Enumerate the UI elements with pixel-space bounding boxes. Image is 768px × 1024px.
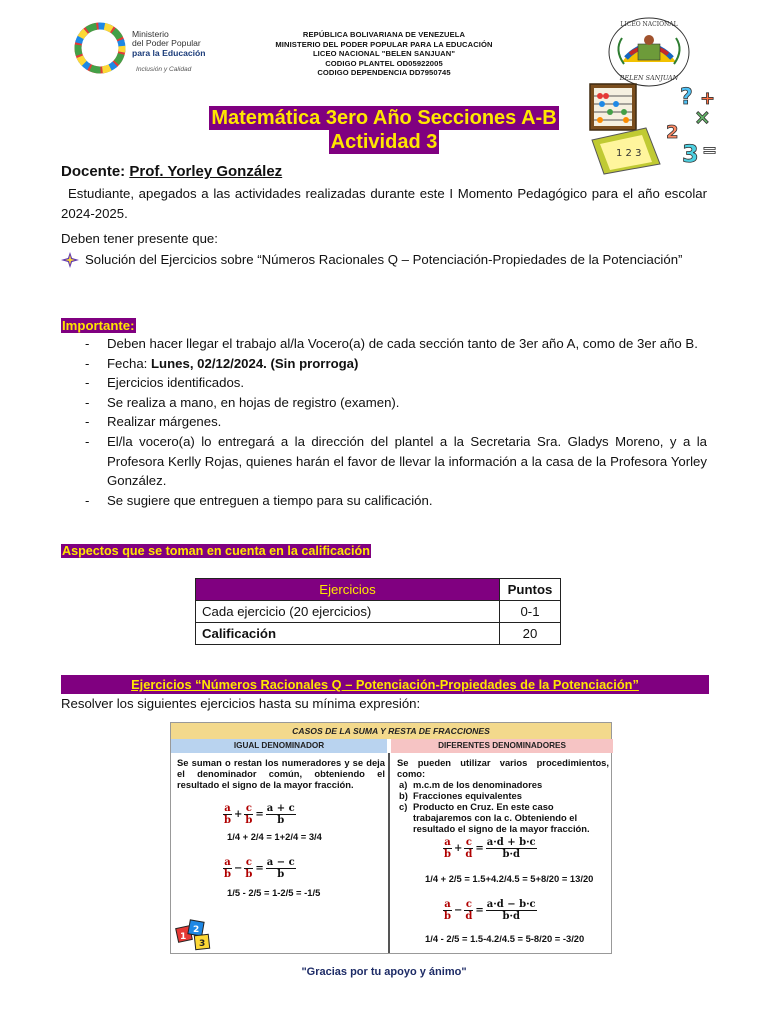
header-puntos: Puntos xyxy=(500,579,561,601)
cell-puntos: 0-1 xyxy=(500,601,561,623)
svg-text:=: = xyxy=(702,140,718,161)
school-seal xyxy=(604,14,694,90)
list-item: - Deben hacer llegar el trabajo al/la Vocero(a) de cada sección tanto de 3er año A, como de 3er año B. xyxy=(61,334,707,354)
ejercicios-heading: Ejercicios “Números Racionales Q – Potenciación-Propiedades de la Potenciación” xyxy=(61,675,709,694)
ministry-logo xyxy=(74,22,214,78)
seal-top-text: LICEO NACIONAL xyxy=(620,21,678,28)
list-item-fecha xyxy=(61,354,707,374)
panel-divider xyxy=(388,753,390,953)
table-row xyxy=(196,623,561,645)
requirements-list xyxy=(61,334,707,510)
title-line-2: Actividad 3 xyxy=(330,131,438,153)
fecha-value: Lunes, 02/12/2024. (Sin prorroga) xyxy=(151,355,359,371)
svg-text:×: × xyxy=(694,105,711,129)
teacher-line xyxy=(61,162,707,182)
resolver-text: Resolver los siguientes ejercicios hasta su mínima expresión: xyxy=(61,696,421,711)
same-denominator-text: Se suman o restan los numeradores y se deja el denominador común, obteniendo el resultado el signo de la mayor fracción. xyxy=(177,757,385,790)
bullet-item xyxy=(61,250,707,270)
header-line-5: CODIGO DEPENDENCIA DD7950745 xyxy=(317,68,451,78)
same-denominator-heading: IGUAL DENOMINADOR xyxy=(171,739,387,753)
importante-label xyxy=(61,316,707,336)
procedure-item: b) Fracciones equivalentes xyxy=(399,790,522,801)
header-ejercicios: Ejercicios xyxy=(196,579,500,601)
example-sub-same: 1/5 - 2/5 = 1-2/5 = -1/5 xyxy=(227,887,321,898)
seal-bottom-text: BELEN SANJUAN xyxy=(619,74,679,82)
svg-text:3: 3 xyxy=(682,140,699,168)
formula-sum-same: $\frac{a}{b}$ + $\frac{c}{b}$ = $\frac{a + c}{b}$ xyxy=(224,803,295,826)
teacher-name: Prof. Yorley González xyxy=(129,163,283,180)
teacher-label: Docente: xyxy=(61,163,126,180)
fecha-label: Fecha: xyxy=(107,355,148,371)
example-sub-different: 1/4 - 2/5 = 1.5-4.2/4.5 = 5-8/20 = -3/20 xyxy=(425,933,585,944)
header-line-2: MINISTERIO DEL PODER POPULAR PARA LA EDUCACIÓN xyxy=(275,39,493,49)
list-item: - Realizar márgenes. xyxy=(61,412,707,432)
svg-text:2: 2 xyxy=(666,122,679,143)
formula-sum-different: $\frac{a}{b}$ + $\frac{c}{d}$ = $\frac{a\cdot d + b\cdot c}{b\cdot d}$ xyxy=(444,837,536,860)
procedure-item: a) m.c.m de los denominadores xyxy=(399,779,543,790)
cell-ejercicio: Cada ejercicio (20 ejercicios) xyxy=(196,601,500,623)
fractions-title: CASOS DE LA SUMA Y RESTA DE FRACCIONES xyxy=(171,723,611,739)
sparkle-bullet-icon xyxy=(61,252,79,268)
example-sum-different: 1/4 + 2/5 = 1.5+4.2/4.5 = 5+8/20 = 13/20 xyxy=(425,873,594,884)
institution-header xyxy=(250,30,518,78)
cell-total: 20 xyxy=(500,623,561,645)
procedures-list xyxy=(397,779,609,834)
list-item: - Ejercicios identificados. xyxy=(61,373,707,393)
example-sum-same: 1/4 + 2/4 = 1+2/4 = 3/4 xyxy=(227,831,322,842)
school-seal-icon xyxy=(604,14,694,90)
svg-text:?: ? xyxy=(680,85,693,110)
fractions-reference-image xyxy=(170,722,612,954)
closing-message: "Gracias por tu apoyo y ánimo" xyxy=(301,966,467,978)
deben-text: Deben tener presente que: xyxy=(61,231,218,246)
ministry-tagline: Inclusión y Calidad xyxy=(136,66,192,73)
table-row xyxy=(196,601,561,623)
cell-calificacion: Calificación xyxy=(196,623,500,645)
svg-text:3: 3 xyxy=(199,939,206,949)
svg-text:1 2 3: 1 2 3 xyxy=(616,148,642,159)
numbers-cube-icon xyxy=(173,919,217,953)
svg-text:1: 1 xyxy=(180,932,187,942)
procedure-item: c) Producto en Cruz. En este caso trabajaremos con la c. Obteniendo el resultado el signo de la mayor fracción. xyxy=(399,801,590,834)
header-line-4: CODIGO PLANTEL OD05922005 xyxy=(325,58,443,68)
formula-sub-different: $\frac{a}{b}$ − $\frac{c}{d}$ = $\frac{a\cdot d - b\cdot c}{b\cdot d}$ xyxy=(444,899,536,922)
svg-text:+: + xyxy=(700,88,716,109)
ministry-logo-text: Ministerio del Poder Popular para la Educación xyxy=(132,29,206,58)
aspectos-highlight: Aspectos que se toman en cuenta en la calificación xyxy=(62,544,370,558)
table-header-row xyxy=(196,579,561,601)
title-line-1: Matemática 3ero Año Secciones A-B xyxy=(211,107,557,129)
different-denominator-heading: DIFERENTES DENOMINADORES xyxy=(391,739,613,753)
svg-text:2: 2 xyxy=(193,925,200,935)
grading-table xyxy=(195,578,561,645)
activity-title xyxy=(198,106,570,154)
list-item: - Se sugiere que entreguen a tiempo para su calificación. xyxy=(61,491,707,511)
different-denominator-text: Se pueden utilizar varios procedimientos, como: xyxy=(397,757,609,779)
aspectos-heading xyxy=(61,541,707,561)
intro-paragraph: Estudiante, apegados a las actividades realizadas durante este I Momento Pedagógico para el año escolar 2024-2025. xyxy=(61,186,707,221)
importante-highlight: Importante: xyxy=(62,318,135,333)
list-item: - Se realiza a mano, en hojas de registro (examen). xyxy=(61,393,707,413)
header-line-3: LICEO NACIONAL "BELEN SANJUAN" xyxy=(312,49,456,59)
ministry-logo-icon xyxy=(74,22,126,74)
header-line-1: REPÚBLICA BOLIVARIANA DE VENEZUELA xyxy=(302,30,466,39)
formula-sub-same: $\frac{a}{b}$ − $\frac{c}{b}$ = $\frac{a - c}{b}$ xyxy=(224,857,295,880)
list-item: - El/la vocero(a) lo entregará a la dirección del plantel a la Secretaria Sra. Gladys Moreno, y a la Profesora Kerlly Rojas, quienes harán el favor de llevar la información a la casa de la Profesora Yorley González. xyxy=(61,432,707,491)
bullet-text: Solución del Ejercicios sobre “Números Racionales Q – Potenciación-Propiedades de la Potenciación” xyxy=(85,252,683,267)
